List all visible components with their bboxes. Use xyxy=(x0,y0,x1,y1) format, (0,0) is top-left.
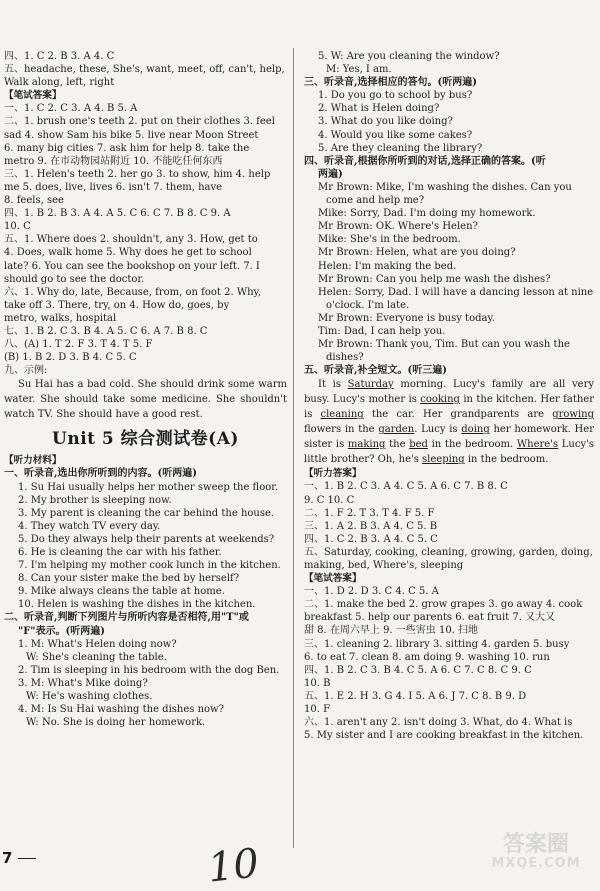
answer-line: 一、1. D 2. D 3. C 4. C 5. A xyxy=(304,586,439,598)
passage-text: . Lucy is xyxy=(414,424,462,436)
page-number: 7 xyxy=(2,852,36,865)
answer-line: 九、示例: xyxy=(4,365,48,377)
watermark-logo xyxy=(480,833,592,873)
section-four-title-cont: 两遍) xyxy=(318,168,343,180)
listening-item: W: No. She is doing her homework. xyxy=(26,717,206,729)
dialogue xyxy=(304,181,594,364)
passage-text: the xyxy=(385,439,410,451)
dialogue-line: Mr Brown: Can you help me wash the dishes? xyxy=(318,273,551,285)
passage-text: It is xyxy=(318,379,348,391)
answer-line: 八、(A) 1. T 2. F 3. T 4. T 5. F xyxy=(4,339,153,351)
answer-line: me 5. does, live, lives 6. isn't 7. them, have xyxy=(4,181,223,193)
listening-item: 2. Tim is sleeping in his bedroom with the dog Ben. xyxy=(18,664,280,676)
answer-line: 10. F xyxy=(304,704,331,716)
answer-line: Walk along, left, right xyxy=(4,77,115,89)
listening-item: 10. Helen is washing the dishes in the kitchen. xyxy=(18,599,256,611)
section-one-title: 一、听录音,选出你所听到的内容。(听两遍) xyxy=(4,468,197,480)
answer-line: 二、1. brush one's teeth 2. put on their clothes 3. feel xyxy=(4,116,275,128)
listening-item: 3. M: What's Mike doing? xyxy=(18,677,148,689)
dialogue-line: Mike: She's in the bedroom. xyxy=(318,234,461,246)
passage-text: in the bedroom. xyxy=(427,439,517,451)
dialogue-line: o'clock. I'm late. xyxy=(326,299,410,311)
passage-text: Lucy's little brother? Oh, he's xyxy=(304,439,595,466)
written-answers-header-2: 【笔试答案】 xyxy=(304,573,362,585)
listening-item: 2. My brother is sleeping now. xyxy=(18,494,172,506)
passage-answer: Saturday xyxy=(347,379,394,391)
listening-item: 5. Are they cleaning the library? xyxy=(318,142,483,154)
answer-line: 6. to eat 7. clean 8. am doing 9. washing 10. run xyxy=(304,651,550,663)
listening-item: 1. Su Hai usually helps her mother sweep the floor. xyxy=(18,481,279,493)
answer-line: 6. many big cities 7. ask him for help 8. take the xyxy=(4,142,250,154)
listening-answers-header: 【听力答案】 xyxy=(304,468,362,480)
right-column xyxy=(304,50,594,742)
listening-item: 3. What do you like doing? xyxy=(318,116,453,128)
answer-line: 四、1. B 2. B 3. A 4. A 5. C 6. C 7. B 8. C 9. A xyxy=(4,208,231,220)
listening-item: 1. M: What's Helen doing now? xyxy=(18,638,177,650)
listening-item: 1. Do you go to school by bus? xyxy=(318,90,473,102)
unit-title: Unit 5 综合测试卷(A) xyxy=(52,429,239,450)
section-two-items xyxy=(4,638,287,730)
passage-answer: making xyxy=(347,439,386,451)
dialogue-line: Mr Brown: Thank you, Tim. But can you wash the xyxy=(318,339,570,351)
dialogue-line: come and help me? xyxy=(326,195,425,207)
passage-text: in the kitchen. Her father is xyxy=(304,394,594,421)
answer-line: 10. C xyxy=(4,221,31,233)
listening-item: W: He's washing clothes. xyxy=(26,691,153,703)
answer-line: 五、1. Where does 2. shouldn't, any 3. How, get to xyxy=(4,234,258,246)
dialogue-line: Mr Brown: Helen, what are you doing? xyxy=(318,247,516,259)
answer-line: 三、1. A 2. B 3. A 4. C 5. B xyxy=(304,520,438,532)
answer-line: 9. C 10. C xyxy=(304,494,355,506)
passage-answer: cooking xyxy=(420,394,460,406)
dialogue-line: Mr Brown: Mike, I'm washing the dishes. Can you xyxy=(318,181,572,193)
left-mid-answers xyxy=(4,102,287,377)
dialogue-line: Mr Brown: OK. Where's Helen? xyxy=(318,221,478,233)
answer-line: 四、1. C 2. B 3. A 4. C xyxy=(4,51,115,62)
answer-line: breakfast 5. help our parents 6. eat fruit 7. 又大又 xyxy=(304,612,556,624)
section-four-title: 四、听录音,根据你所听到的对话,选择正确的答案。(听 xyxy=(304,155,546,167)
section-two-title: 二、听录音,判断下列图片与所听内容是否相符,用"T"或 xyxy=(4,612,249,624)
passage-text: her homework. Her sister is xyxy=(304,424,594,451)
listening-item: 8. Can your sister make the bed by herself? xyxy=(18,573,240,585)
answer-line: 五、headache, these, She's, want, meet, off, can't, help, xyxy=(4,64,285,76)
listening-item: 9. Mike always cleans the table at home. xyxy=(18,586,225,598)
listening-item: 4. Would you like some cakes? xyxy=(318,129,473,141)
listening-item: M: Yes, I am. xyxy=(326,64,392,76)
written-answers xyxy=(304,585,594,742)
listening-answers xyxy=(304,480,594,572)
section-one-items xyxy=(4,481,287,612)
answer-line: should go to see the doctor. xyxy=(4,273,145,285)
listening-item: 5. W: Are you cleaning the window? xyxy=(318,51,500,62)
passage-answer: sleeping xyxy=(422,454,465,466)
answer-line: sad 4. show Sam his bike 5. live near Moon Street xyxy=(4,129,259,141)
passage-text: flowers in the xyxy=(304,424,379,436)
answer-line: 二、1. F 2. T 3. T 4. F 5. F xyxy=(304,507,435,519)
passage-answer: doing xyxy=(461,424,490,436)
section-five-title: 五、听录音,补全短文。(听三遍) xyxy=(304,365,447,377)
answer-line: (B) 1. B 2. D 3. B 4. C 5. C xyxy=(4,352,137,364)
handwritten-mark: 10 xyxy=(205,840,262,891)
answer-line: 六、1. Why do, late, Because, from, on foot 2. Why, xyxy=(4,286,262,298)
answer-line: late? 6. You can see the bookshop on your left. 7. I xyxy=(4,260,260,272)
answer-line: 五、1. E 2. H 3. G 4. I 5. A 6. J 7. C 8. B 9. D xyxy=(304,690,527,702)
passage-text: the car. Her grandparents are xyxy=(363,409,553,421)
dialogue-line: Tim: Dad, I can help you. xyxy=(318,325,446,337)
listening-item: 7. I'm helping my mother cook lunch in the kitchen. xyxy=(18,560,281,572)
answer-line: making, bed, Where's, sleeping xyxy=(304,560,464,571)
listening-item: 4. M: Is Su Hai washing the dishes now? xyxy=(18,704,224,716)
listening-material-header: 【听力材料】 xyxy=(4,455,62,467)
passage-text: in the bedroom. xyxy=(464,454,549,466)
answer-line: 10. B xyxy=(304,677,331,689)
model-essay: Su Hai has a bad cold. She should drink some warm water. She should take some medicine. She shouldn't watch TV. She should have a good rest. xyxy=(4,379,287,421)
answer-line: 一、1. C 2. C 3. A 4. B 5. A xyxy=(4,103,138,115)
dialogue-line: Helen: Sorry, Dad. I will have a dancing lesson at nine xyxy=(318,286,594,298)
answer-line: metro 9. 在市动物园站附近 10. 不能吃任何东西 xyxy=(4,155,223,167)
answer-line: 8. feels, see xyxy=(4,195,64,207)
written-answers-header: 【笔试答案】 xyxy=(4,90,62,102)
answer-line: take off 3. There, try, on 4. How do, goes, by xyxy=(4,299,230,311)
dialogue-line: Mr Brown: Everyone is busy today. xyxy=(318,312,495,324)
dialogue-line: dishes? xyxy=(326,352,364,364)
listening-item: 6. He is cleaning the car with his father. xyxy=(18,547,222,558)
answer-line: 五、Saturday, cooking, cleaning, growing, garden, doing, xyxy=(304,546,593,558)
answer-line: 四、1. C 2. B 3. A 4. C 5. C xyxy=(304,533,438,545)
answer-line: 三、1. Helen's teeth 2. her go 3. to show, him 4. help xyxy=(4,168,271,180)
passage-answer: bed xyxy=(409,439,428,451)
section-three-title: 三、听录音,选择相应的答句。(听两遍) xyxy=(304,77,477,89)
section-two-title-cont: "F"表示。(听两遍) xyxy=(18,625,105,637)
left-column xyxy=(4,50,287,729)
listening-item: 2. What is Helen doing? xyxy=(318,103,440,115)
left-top-answers xyxy=(4,50,287,89)
dialogue-line: Mike: Sorry, Dad. I'm doing my homework. xyxy=(318,208,536,220)
right-top-items xyxy=(304,50,594,76)
listening-item: W: She's cleaning the table. xyxy=(26,651,167,663)
answer-line: 七、1. B 2. C 3. B 4. A 5. C 6. A 7. B 8. C xyxy=(4,325,208,337)
passage-answer: growing xyxy=(552,409,594,421)
cloze-passage xyxy=(304,377,594,467)
answer-line: 甜 8. 在周六早上 9. 一些害虫 10. 扫地 xyxy=(304,625,479,637)
answer-line: metro, walks, hospital xyxy=(4,312,117,324)
watermark-text: 答案圈 xyxy=(502,832,569,857)
passage-text: morning. Lucy's family are all very busy. Lucy's mother is xyxy=(304,379,595,406)
answer-line: 二、1. make the bed 2. grow grapes 3. go away 4. cook xyxy=(304,599,583,611)
answer-line: 四、1. B 2. C 3. B 4. C 5. A 6. C 7. C 8. C 9. C xyxy=(304,664,532,676)
answer-line: 一、1. B 2. C 3. A 4. C 5. A 6. C 7. B 8. C xyxy=(304,481,508,493)
listening-item: 3. My parent is cleaning the car behind the house. xyxy=(18,507,275,519)
answer-line: 三、1. cleaning 2. library 3. sitting 4. garden 5. busy xyxy=(304,638,570,650)
column-divider xyxy=(293,48,294,848)
dialogue-line: Helen: I'm making the bed. xyxy=(318,260,457,272)
listening-item: 4. They watch TV every day. xyxy=(18,520,161,532)
section-three-items xyxy=(304,89,594,154)
passage-answer: garden xyxy=(378,424,415,436)
answer-line: 4. Does, walk home 5. Why does he get to school xyxy=(4,247,252,259)
listening-item: 5. Do they always help their parents at weekends? xyxy=(18,533,275,545)
passage-answer: Where's xyxy=(516,439,559,451)
passage-answer: cleaning xyxy=(320,409,364,421)
answer-line: 5. My sister and I are cooking breakfast in the kitchen. xyxy=(304,730,584,742)
watermark-url: MXQE.COM xyxy=(491,856,581,871)
answer-line: 六、1. aren't any 2. isn't doing 3. What, do 4. What is xyxy=(304,717,573,729)
